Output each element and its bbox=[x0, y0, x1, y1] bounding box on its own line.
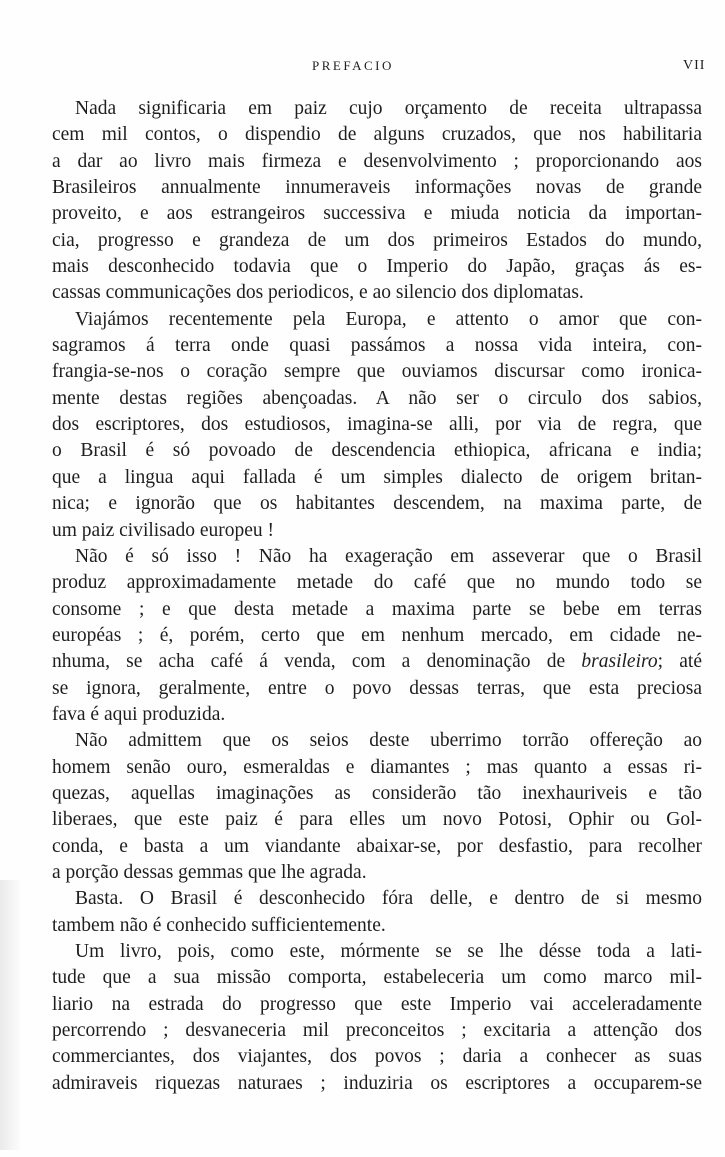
text-line: percorrendo ; desvaneceria mil preconceitos ; excitaria a attenção dos bbox=[52, 1020, 702, 1042]
text-line: a dar ao livro mais firmeza e desenvolvimento ; proporcionando aos bbox=[52, 150, 702, 172]
text-line: Viajámos recentemente pela Europa, e attento o amor que con- bbox=[75, 308, 702, 330]
text-line: a porção dessas gemmas que lhe agrada. bbox=[52, 861, 367, 883]
text-line: Não admittem que os seios deste uberrimo torrão offereção ao bbox=[75, 730, 702, 752]
text-line: tude que a sua missão comporta, estabeleceria um como marco mil- bbox=[52, 967, 702, 989]
text-line: dos escriptores, dos estudiosos, imagina-se alli, por via de regra, que bbox=[52, 414, 702, 436]
paragraph bbox=[52, 307, 702, 544]
text-line bbox=[52, 649, 702, 675]
text-line: produz approximadamente metade do café que no mundo todo se bbox=[52, 572, 702, 594]
text-line: conda, e basta a um viandante abaixar-se, por desfastio, para recolher bbox=[52, 835, 702, 857]
text-segment: nhuma, se acha café á venda, com a denominação de bbox=[52, 651, 582, 673]
text-line: liberaes, que este paiz é para elles um novo Potosi, Ophir ou Gol- bbox=[52, 809, 702, 831]
paragraph bbox=[52, 728, 702, 886]
text-line: sagramos á terra onde quasi passámos a nossa vida inteira, con- bbox=[52, 335, 702, 357]
italic-word: brasileiro bbox=[581, 651, 658, 673]
running-title: PREFACIO bbox=[312, 58, 394, 73]
text-line: frangia-se-nos o coração sempre que ouviamos discursar como ironica- bbox=[52, 361, 702, 383]
text-line: mais desconhecido todavia que o Imperio do Japão, graças ás es- bbox=[52, 256, 702, 278]
text-line: que a lingua aqui fallada é um simples dialecto de origem britan- bbox=[52, 466, 702, 488]
text-line: liario na estrada do progresso que este Imperio vai acceleradamente bbox=[52, 993, 702, 1015]
body-text bbox=[52, 96, 702, 1097]
text-line: o Brasil é só povoado de descendencia ethiopica, africana e india; bbox=[52, 440, 702, 462]
page-number: VII bbox=[683, 58, 706, 73]
text-line: homem senão ouro, esmeraldas e diamantes ; mas quanto a essas ri- bbox=[52, 756, 702, 778]
page-header bbox=[0, 58, 725, 82]
text-line: Basta. O Brasil é desconhecido fóra delle, e dentro de si mesmo bbox=[75, 888, 702, 910]
text-line: européas ; é, porém, certo que em nenhum mercado, em cidade ne- bbox=[52, 624, 702, 646]
text-line: nica; e ignorão que os habitantes descendem, na maxima parte, de bbox=[52, 493, 702, 515]
text-line: se ignora, geralmente, entre o povo dessas terras, que esta preciosa bbox=[52, 677, 702, 699]
text-line: cassas communicações dos periodicos, e ao silencio dos diplomatas. bbox=[52, 282, 584, 304]
text-line: tambem não é conhecido sufficientemente. bbox=[52, 914, 386, 936]
paragraph bbox=[52, 886, 702, 939]
text-line: fava é aqui produzida. bbox=[52, 703, 226, 725]
text-line: Nada significaria em paiz cujo orçamento de receita ultrapassa bbox=[75, 98, 702, 119]
text-line: mente destas regiões abençoadas. A não ser o circulo dos sabios, bbox=[52, 387, 702, 409]
scan-edge-shadow bbox=[0, 880, 22, 1150]
text-line: consome ; e que desta metade a maxima parte se bebe em terras bbox=[52, 598, 702, 620]
text-line: proveito, e aos estrangeiros successiva e miuda noticia da importan- bbox=[52, 203, 702, 225]
text-line: quezas, aquellas imaginações as considerão tão inexhauriveis e tão bbox=[52, 782, 702, 804]
text-line: commerciantes, dos viajantes, dos povos ; daria a conhecer as suas bbox=[52, 1046, 702, 1068]
text-line: Brasileiros annualmente innumeraveis informações novas de grande bbox=[52, 177, 702, 199]
paragraph bbox=[52, 96, 702, 307]
text-line: Não é só isso ! Não ha exageração em asseverar que o Brasil bbox=[75, 545, 702, 567]
text-line: um paiz civilisado europeu ! bbox=[52, 519, 275, 541]
paragraph bbox=[52, 544, 702, 728]
text-line: cia, progresso e grandeza de um dos primeiros Estados do mundo, bbox=[52, 229, 702, 251]
text-line: admiraveis riquezas naturaes ; induziria os escriptores a occuparem-se bbox=[52, 1072, 702, 1094]
text-segment: ; até bbox=[657, 651, 702, 673]
text-line: cem mil contos, o dispendio de alguns cruzados, que nos habilitaria bbox=[52, 124, 702, 146]
paragraph bbox=[52, 939, 702, 1097]
text-line: Um livro, pois, como este, mórmente se se lhe désse toda a lati- bbox=[75, 941, 702, 962]
